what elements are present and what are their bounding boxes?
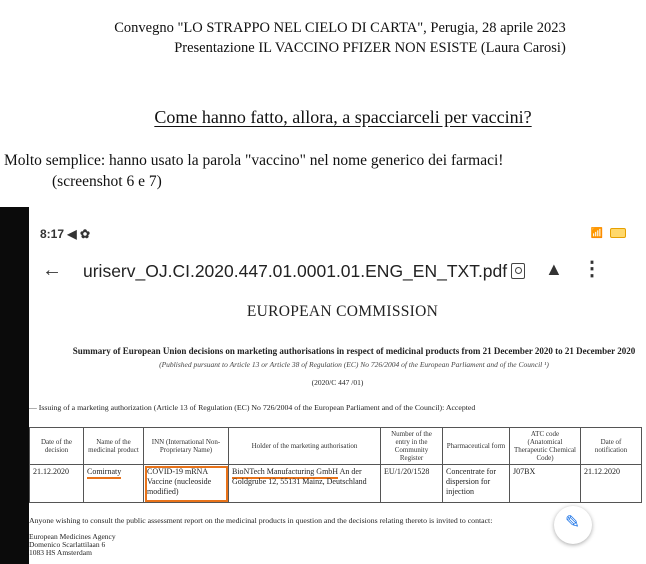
agency-line: European Medicines Agency <box>29 532 116 541</box>
document-summary: Summary of European Union decisions on marketing authorisations in respect of medicinal products from 21 December 2020 to 21 December 2020 <box>72 346 636 356</box>
authorisation-table <box>29 427 642 503</box>
col-header: Name of the medicinal product <box>84 428 144 465</box>
signal-icon: 📶 <box>590 228 604 239</box>
back-arrow-icon[interactable]: ← <box>42 259 62 281</box>
col-header: Pharmaceutical form <box>443 428 510 465</box>
cell-holder <box>229 465 381 503</box>
table-row <box>30 465 642 503</box>
add-to-drive-icon[interactable]: ▲ <box>545 259 563 279</box>
document-issuing-heading: — Issuing of a marketing authorization (Article 13 of Regulation (EC) No 726/2004 of the European Parliament and of the Council): Accepted <box>29 403 476 412</box>
document-published-note: (Published pursuant to Article 13 or Article 38 of Regulation (EC) No 726/2004 of the European Parliament and of the Council ¹) <box>159 360 549 369</box>
cell-date: 21.12.2020 <box>30 465 84 503</box>
edit-fab-button[interactable] <box>554 506 592 544</box>
intro-line-1: Molto semplice: hanno usato la parola "vaccino" nel nome generico dei farmaci! <box>4 152 504 169</box>
agency-line: Domenico Scarlattilaan 6 <box>29 540 106 549</box>
more-options-icon[interactable]: ⋮ <box>582 258 602 280</box>
cell-register-entry: EU/1/20/1528 <box>381 465 443 503</box>
status-clock <box>40 227 90 241</box>
cell-notification-date: 21.12.2020 <box>581 465 642 503</box>
intro-line-2: (screenshot 6 e 7) <box>52 173 162 190</box>
header-line-1: Convegno "LO STRAPPO NEL CIELO DI CARTA", Perugia, 28 aprile 2023 <box>114 20 566 36</box>
holder-name-highlight: BioNTech Manufacturing GmbH <box>232 467 338 479</box>
section-question: Come hanno fatto, allora, a spacciarceli per vaccini? <box>154 107 532 127</box>
col-header: Date of notification <box>581 428 642 465</box>
col-header: Holder of the marketing authorisation <box>229 428 381 465</box>
document-reference: (2020/C 447 /01) <box>311 378 364 387</box>
battery-icon <box>610 228 626 238</box>
document-footer-note: Anyone wishing to consult the public assessment report on the medicinal products in question and the decisions relating thereto is invited to contact: <box>29 516 493 525</box>
cell-pharma-form: Concentrate for dispersion for injection <box>443 465 510 503</box>
agency-address <box>29 533 116 557</box>
col-header: INN (International Non-Proprietary Name) <box>144 428 229 465</box>
cell-inn-boxed: COVID-19 mRNA Vaccine (nucleoside modified) <box>144 465 229 503</box>
table-header-row <box>30 428 642 465</box>
cell-product-name <box>84 465 144 503</box>
pdf-app-bar <box>29 253 646 293</box>
agency-line: 1083 HS Amsterdam <box>29 548 92 557</box>
pdf-filename: uriserv_OJ.CI.2020.447.01.0001.01.ENG_EN_TXT.pdf <box>83 261 508 281</box>
phone-screenshot <box>0 207 646 564</box>
col-header: Date of the decision <box>30 428 84 465</box>
clock-time: 8:17 <box>40 227 65 241</box>
phone-screen <box>29 207 646 564</box>
pencil-icon: ✎ <box>565 512 581 533</box>
col-header: ATC code (Anatomical Therapeutic Chemical Code) <box>510 428 581 465</box>
cell-atc-code: J07BX <box>510 465 581 503</box>
product-name-highlight: Comirnaty <box>87 467 121 479</box>
document-title: EUROPEAN COMMISSION <box>246 303 439 320</box>
col-header: Number of the entry in the Community Register <box>381 428 443 465</box>
status-icons <box>591 228 626 239</box>
search-in-document-icon[interactable] <box>511 263 525 279</box>
holder-address: An der Goldgrube 12, 55131 Mainz, Deutschland <box>232 467 367 486</box>
header-line-2: Presentazione IL VACCINO PFIZER NON ESISTE (Laura Carosi) <box>174 40 566 56</box>
status-bar <box>29 207 646 247</box>
notification-icons: ◀ ✿ <box>67 227 90 241</box>
